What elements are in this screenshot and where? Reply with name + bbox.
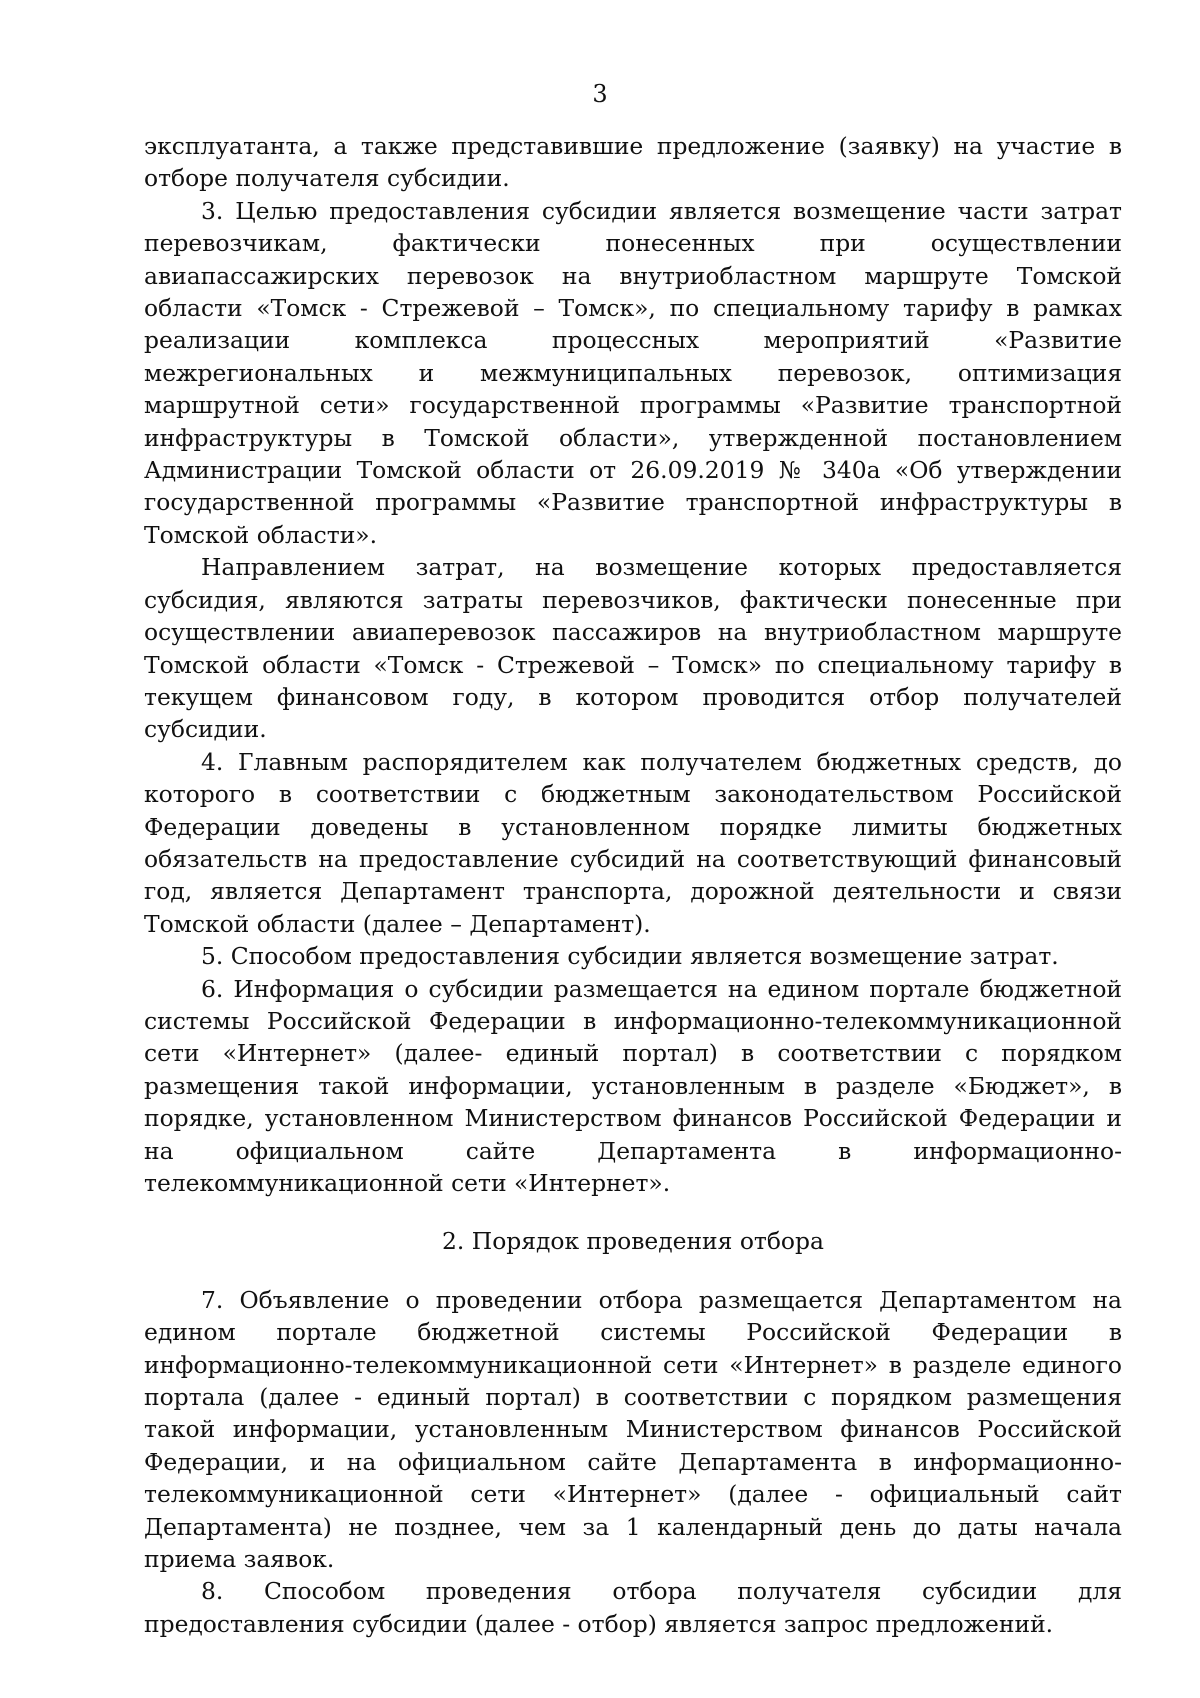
paragraph-4: 4. Главным распорядителем как получателем бюджетных средств, до которого в соответствии с бюджетным законодательством Российской Федерации доведены в установленном порядке лимиты бюджетных обязательств на предоставление субсидий на соответствующий финансовый год, является Департамент транспорта, дорожной деятельности и связи Томской области (далее – Департамент). xyxy=(144,747,1122,938)
paragraph-6: 6. Информация о субсидии размещается на едином портале бюджетной системы Российской Федерации в информационно-телекоммуникационной сети «Интернет» (далее- единый портал) в соответствии с порядком размещения такой информации, установленным в разделе «Бюджет», в порядке, установленном Министерством финансов Российской Федерации и на официальном сайте Департамента в информационно-телекоммуникационной сети «Интернет». xyxy=(144,974,1122,1197)
document-body xyxy=(144,130,1122,1640)
section-heading: 2. Порядок проведения отбора xyxy=(442,1227,824,1256)
paragraph-3-direction: Направлением затрат, на возмещение которых предоставляется субсидия, являются затраты перевозчиков, фактически понесенные при осуществлении авиаперевозок пассажиров на внутриобластном маршруте Томской области «Томск - Стрежевой – Томск» по специальному тарифу в текущем финансовом году, в котором проводится отбор получателей субсидии. xyxy=(144,553,1122,744)
paragraph-8: 8. Способом проведения отбора получателя субсидии для предоставления субсидии (далее - отбор) является запрос предложений. xyxy=(144,1577,1122,1638)
paragraph-7: 7. Объявление о проведении отбора размещается Департаментом на едином портале бюджетной системы Российской Федерации в информационно-телекоммуникационной сети «Интернет» в разделе единого портала (далее - единый портал) в соответствии с порядком размещения такой информации, установленным Министерством финансов Российской Федерации, и на официальном сайте Департамента в информационно-телекоммуникационной сети «Интернет» (далее - официальный сайт Департамента) не позднее, чем за 1 календарный день до даты начала приема заявок. xyxy=(144,1285,1122,1574)
paragraph-3: 3. Целью предоставления субсидии является возмещение части затрат перевозчикам, фактически понесенных при осуществлении авиапассажирских перевозок на внутриобластном маршруте Томской области «Томск - Стрежевой – Томск», по специальному тарифу в рамках реализации комплекса процессных мероприятий «Развитие межрегиональных и межмуниципальных перевозок, оптимизация маршрутной сети» государственной программы «Развитие транспортной инфраструктуры в Томской области», утвержденной постановлением Администрации Томской области от 26.09.2019 № 340а «Об утверждении государственной программы «Развитие транспортной инфраструктуры в Томской области». xyxy=(144,196,1122,549)
page-number: 3 xyxy=(592,80,608,108)
paragraph-5: 5. Способом предоставления субсидии является возмещение затрат. xyxy=(201,942,1059,971)
paragraph-continuation: эксплуатанта, а также представившие предложение (заявку) на участие в отборе получателя субсидии. xyxy=(144,132,1122,193)
